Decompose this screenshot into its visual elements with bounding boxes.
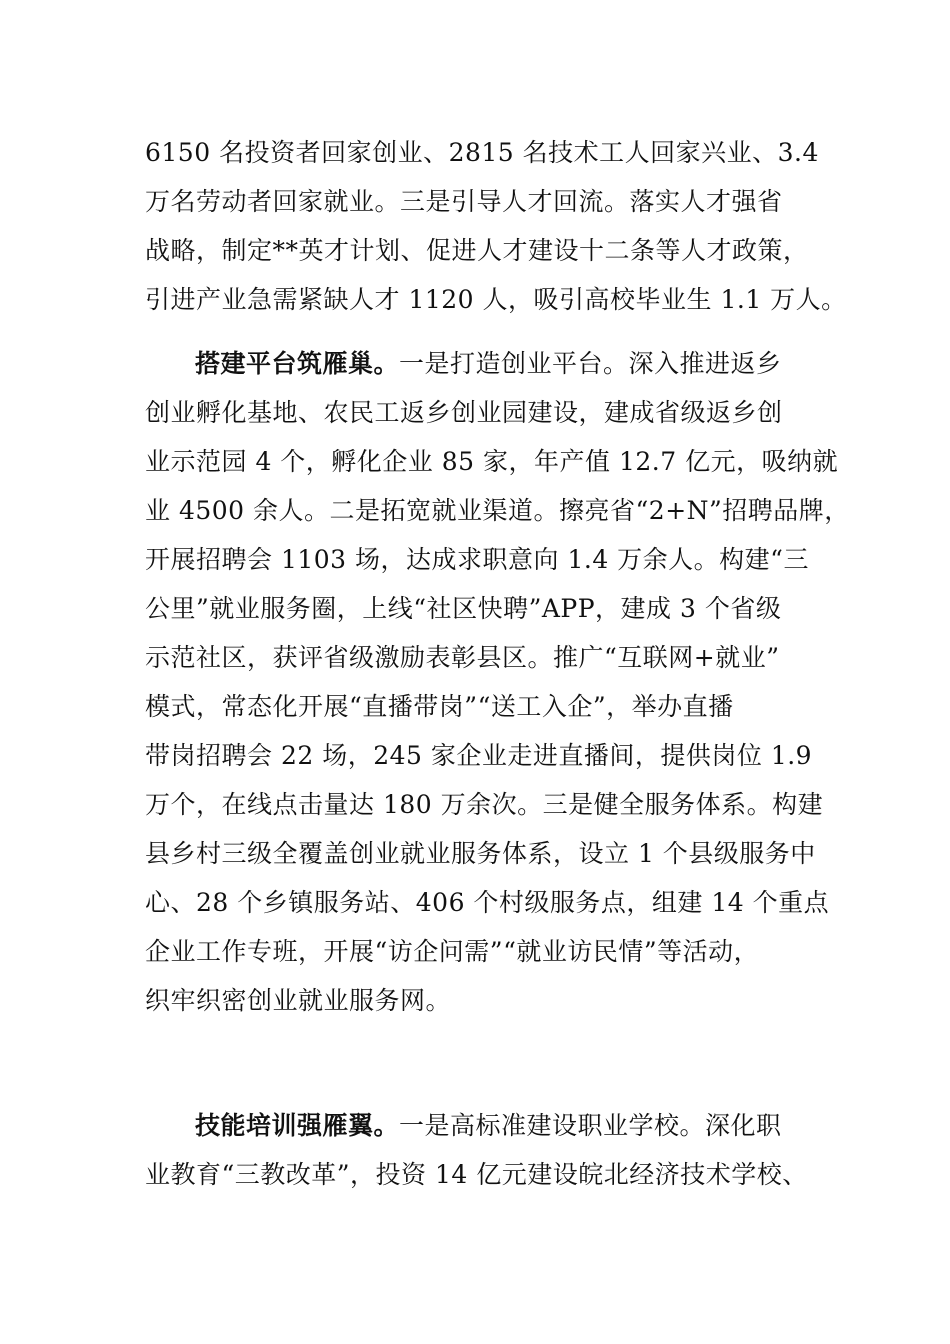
text-line: 织牢织密创业就业服务网。 xyxy=(145,986,452,1015)
text-line: 业教育“三教改革”，投资 14 亿元建设皖北经济技术学校、 xyxy=(145,1160,808,1189)
text-line: 示范社区，获评省级激励表彰县区。推广“互联网+就业” xyxy=(145,643,780,672)
paragraph-heading: 技能培训强雁翼。 xyxy=(195,1111,400,1140)
text-line: 心、28 个乡镇服务站、406 个村级服务点，组建 14 个重点 xyxy=(145,888,830,917)
text-line: 模式，常态化开展“直播带岗”“送工入企”，举办直播 xyxy=(145,692,734,721)
paragraph-first-line xyxy=(145,1101,825,1150)
text-line: 6150 名投资者回家创业、2815 名技术工人回家兴业、3.4 xyxy=(145,138,819,167)
paragraph-first-line xyxy=(145,339,825,388)
paragraph-heading: 搭建平台筑雁巢。 xyxy=(195,349,400,378)
text-line: 带岗招聘会 22 场，245 家企业走进直播间，提供岗位 1.9 xyxy=(145,741,813,770)
text-line: 创业孵化基地、农民工返乡创业园建设，建成省级返乡创 xyxy=(145,398,783,427)
text-line: 公里”就业服务圈，上线“社区快聘”APP，建成 3 个省级 xyxy=(145,594,782,623)
paragraph-talent-return xyxy=(145,128,847,324)
text-line: 万名劳动者回家就业。三是引导人才回流。落实人才强省 xyxy=(145,187,783,216)
paragraph-skill-training xyxy=(145,1101,825,1199)
text-line: 业示范园 4 个，孵化企业 85 家，年产值 12.7 亿元，吸纳就 xyxy=(145,447,839,476)
text-run: 一是打造创业平台。深入推进返乡 xyxy=(399,349,782,378)
text-line: 引进产业急需紧缺人才 1120 人，吸引高校毕业生 1.1 万人。 xyxy=(145,285,847,314)
text-line: 企业工作专班，开展“访企问需”“就业访民情”等活动， xyxy=(145,937,760,966)
text-line: 县乡村三级全覆盖创业就业服务体系，设立 1 个县级服务中 xyxy=(145,839,816,868)
text-line: 战略，制定**英才计划、促进人才建设十二条等人才政策， xyxy=(145,236,809,265)
text-run: 一是高标准建设职业学校。深化职 xyxy=(399,1111,782,1140)
text-line: 开展招聘会 1103 场，达成求职意向 1.4 万余人。构建“三 xyxy=(145,545,809,574)
paragraph-build-platform xyxy=(145,339,850,1025)
text-line: 万个，在线点击量达 180 万余次。三是健全服务体系。构建 xyxy=(145,790,824,819)
text-line: 业 4500 余人。二是拓宽就业渠道。擦亮省“2+N”招聘品牌， xyxy=(145,496,850,525)
